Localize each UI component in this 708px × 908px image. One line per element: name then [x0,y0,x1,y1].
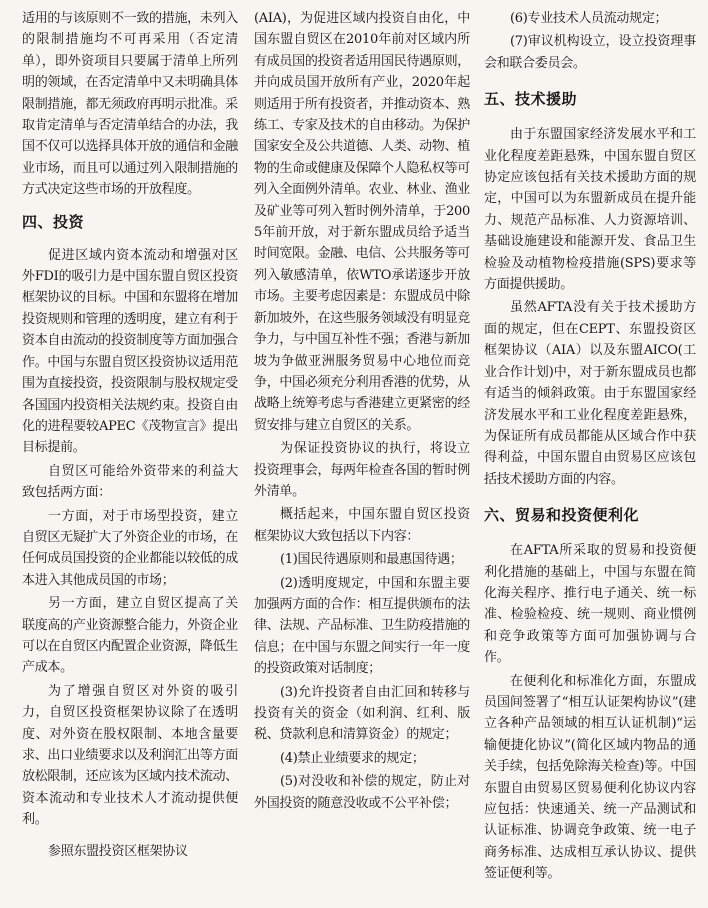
paragraph-afta-tech-assistance: 虽然AFTA没有关于技术援助方面的规定，但在CEPT、东盟投资区框架协议（AIA）以及东盟AICO(工业合作计划)中，对于新东盟成员也都有适当的倾斜政策。由于东盟国家经济发展水平和工业化程度差距悬殊，为保证所有成员都能从区域合作中获得利益，中国东盟自由贸易区应该包括技术援助方面的内容。 [484,300,696,487]
paragraph-benefit-resources: 另一方面，建立自贸区提高了关联度高的产业资源整合能力，外资企业可以在自贸区内配置企业资源，降低生产成本。 [22,596,238,676]
column-left [22,8,238,864]
paragraph-aia-liberalization: (AIA)，为促进区域内投资自由化，中国东盟自贸区在2010年前对区域内所有成员国的投资者适用国民待遇原则，并向成员国开放所有产业，2020年起则适用于所有投资者，并推动资本、熟练工、专家及技术的自由移动。为保护国家安全及公共道德、人类、动物、植物的生命或健康及保障个人隐私权等可列入全面例外清单。农业、林业、渔业及矿业等可列入暂时例外清单，于2005年前开放，对于新东盟成员给予适当时间宽限。金融、电信、公共服务等可列入敏感清单，依WTO承诺逐步开放市场。主要考虑因素是：东盟成员中除新加坡外，在这些服务领域没有明显竞争力，与中国互补性不强；香港与新加坡为争做亚洲服务贸易中心地位而竞争，中国必须充分利用香港的优势，从战略上统筹考虑与香港建立更紧密的经贸安排与建立自贸区的关系。 [254,11,470,433]
list-item-national-treatment: (1)国民待遇原则和最惠国待遇； [280,552,463,568]
paragraph-framework-summary: 概括起来，中国东盟自贸区投资框架协议大致包括以下内容： [254,507,470,544]
section-heading-trade-facilitation: 六、贸易和投资便利化 [484,506,640,525]
paragraph-negative-list: 适用的与该原则不一致的措施，未列入的限制措施均不可再采用（否定清单），即外资项目只要属于清单上所列明的领域，在否定清单中又未明确具体限制措施，都无须政府再明示批准。采取肯定清单与否定清单结合的办法，我国不仅可以选择具体开放的通信和金融业市场，而且可以通过列入限制措施的方式决定这些市场的开放程度。 [22,11,238,198]
paragraph-afta-facilitation: 在AFTA所采取的贸易和投资便利化措施的基础上，中国与东盟在简化海关程序、推行电子通关、统一标准、检验检疫、统一规则、商业惯例和竞争政策等方面可加强协调与合作。 [484,543,696,666]
column-right [484,8,696,887]
list-item-personnel-mobility: (6)专业技术人员流动规定； [510,11,668,26]
list-item-expropriation: (5)对没收和补偿的规定，防止对外国投资的随意没收或不公平补偿； [254,774,470,811]
list-item-performance-requirements: (4)禁止业绩要求的规定； [280,750,425,766]
paragraph-aia-reference: 参照东盟投资区框架协议 [48,843,188,859]
paragraph-standardization: 在便利化和标准化方面，东盟成员国间签署了“相互认证架构协议”(建立各种产品领域的相互认证机制)“运输便捷化协议”(简化区域内物品的通关手续，包括免除海关检查)等。中国东盟自由贸易区贸易便利化协议内容应包括：快速通关、统一产品测试和认证标准、协调竞争政策、统一电子商务标准、达成相互承认协议、提供签证便利等。 [484,673,696,882]
paragraph-tech-assistance-scope: 由于东盟国家经济发展水平和工业化程度差距悬殊，中国东盟自贸区协定应该包括有关技术援助方面的规定，中国可以为东盟新成员在提升能力、规范产品标准、人力资源培训、基础设施建设和能源开发、食品卫生检验及动植物检疫措施(SPS)要求等方面提供援助。 [484,127,696,293]
paragraph-attract-fdi: 为了增强自贸区对外资的吸引力，自贸区投资框架协议除了在透明度、对外资在股权限制、本地含量要求、出口业绩要求以及利润汇出等方面放松限制，还应该为区域内技术流动、资本流动和专业技术人才流动提供便利。 [22,683,238,828]
list-item-fund-transfer: (3)允许投资者自由汇回和转移与投资有关的资金（如利润、红利、版税、贷款利息和清算资金）的规定； [254,684,470,743]
paragraph-benefits-intro: 自贸区可能给外资带来的利益大致包括两方面： [22,463,238,501]
section-heading-technical-assistance: 五、技术援助 [484,90,578,109]
column-middle [254,8,470,816]
paragraph-investment-council: 为保证投资协议的执行，将设立投资理事会，每两年检查各国的暂时例外清单。 [254,441,470,499]
list-item-review-bodies: (7)审议机构设立，设立投资理事会和联合委员会。 [484,34,696,71]
paragraph-investment-goal: 促进区域内资本流动和增强对区外FDI的吸引力是中国东盟自贸区投资框架协议的目标。中国和东盟将在增加投资规则和管理的透明度，建立有利于资本自由流动的投资制度等方面加强合作。中国与东盟自贸区投资协议适用范围为直接投资，投资限制与股权规定受各国国内投资相关法规约束。投资自由化的进程要较APEC《茂物宣言》提出目标提前。 [22,247,238,456]
paragraph-benefit-market: 一方面，对于市场型投资，建立自贸区无疑扩大了外资企业的市场，在任何成员国投资的企业都能以较低的成本进入其他成员国的市场； [22,508,238,588]
list-item-transparency: (2)透明度规定，中国和东盟主要加强两方面的合作：相互提供颁布的法律、法规、产品标准、卫生防疫措施的信息；在中国与东盟之间实行一年一度的投资政策对话制度； [254,575,470,677]
section-heading-investment: 四、投资 [22,212,85,231]
